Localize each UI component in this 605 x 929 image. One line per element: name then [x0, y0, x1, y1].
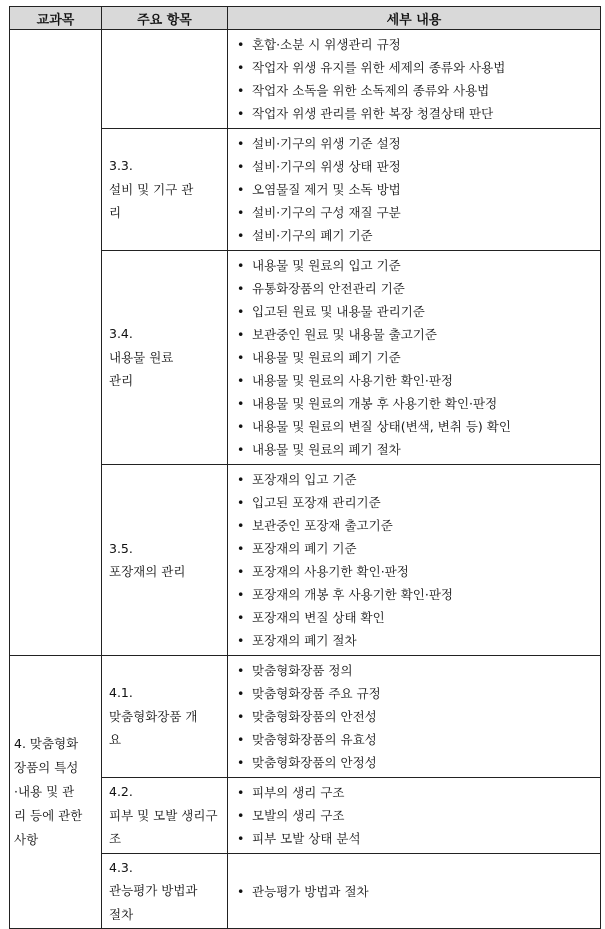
subject-line: ·내용 및 관 [14, 784, 75, 799]
topic-cell [102, 251, 228, 465]
list-item: • 작업자 위생 유지를 위한 세제의 종류와 사용법 [237, 60, 506, 75]
header-details: 세부 내용 [228, 7, 601, 30]
topic-number: 3.4. [109, 326, 133, 342]
list-item: • 피부의 생리 구조 [237, 785, 345, 800]
header-subject: 교과목 [10, 7, 102, 30]
curriculum-table [9, 6, 601, 929]
details-cell [228, 465, 601, 656]
list-item: • 설비·기구의 폐기 기준 [237, 228, 373, 243]
subject-line: 장품의 특성 [14, 760, 79, 775]
details-cell [228, 30, 601, 129]
topic-cell [102, 778, 228, 854]
list-item: • 포장재의 폐기 기준 [237, 541, 357, 556]
list-item: • 포장재의 변질 상태 확인 [237, 610, 385, 625]
topic-title: 맞춤형화장품 개요 [109, 708, 198, 748]
subject-line: 리 등에 관한 [14, 808, 83, 823]
topic-title: 피부 및 모발 생리구조 [109, 807, 218, 847]
topic-title: 관능평가 방법과 절차 [109, 883, 198, 922]
subject-line: 사항 [14, 832, 39, 847]
list-item: • 작업자 소독을 위한 소독제의 종류와 사용법 [237, 83, 490, 98]
topic-number: 4.2. [109, 784, 133, 800]
topic-number: 3.5. [109, 540, 133, 556]
list-item: • 보관중인 원료 및 내용물 출고기준 [237, 327, 437, 342]
list-item: • 설비·기구의 위생 기준 설정 [237, 136, 401, 151]
list-item: • 설비·기구의 구성 재질 구분 [237, 205, 401, 220]
list-item: • 유통화장품의 안전관리 기준 [237, 281, 405, 296]
list-item: • 포장재의 개봉 후 사용기한 확인·판정 [237, 587, 453, 602]
list-item: • 맞춤형화장품 정의 [237, 663, 353, 678]
topic-title: 포장재의 관리 [109, 564, 186, 579]
topic-cell [102, 854, 228, 929]
list-item: • 내용물 및 원료의 폐기 절차 [237, 442, 401, 457]
list-item: • 모발의 생리 구조 [237, 808, 345, 823]
list-item: • 포장재의 폐기 절차 [237, 633, 357, 648]
details-cell [228, 778, 601, 854]
topic-cell [102, 656, 228, 778]
list-item: • 포장재의 입고 기준 [237, 472, 357, 487]
subject-cell [10, 656, 102, 929]
list-item: • 포장재의 사용기한 확인·판정 [237, 564, 409, 579]
list-item: • 내용물 및 원료의 개봉 후 사용기한 확인·판정 [237, 396, 498, 411]
list-item: • 내용물 및 원료의 변질 상태(변색, 변취 등) 확인 [237, 419, 511, 434]
table-row [10, 656, 601, 778]
topic-title: 설비 및 기구 관리 [109, 181, 194, 221]
list-item: • 맞춤형화장품의 안정성 [237, 755, 377, 770]
list-item: • 혼합·소분 시 위생관리 규정 [237, 37, 401, 52]
list-item: • 피부 모발 상태 분석 [237, 831, 361, 846]
list-item: • 오염물질 제거 및 소독 방법 [237, 182, 401, 197]
list-item: • 내용물 및 원료의 사용기한 확인·판정 [237, 373, 453, 388]
table-header-row [10, 7, 601, 30]
list-item: • 보관중인 포장재 출고기준 [237, 518, 393, 533]
list-item: • 내용물 및 원료의 폐기 기준 [237, 350, 401, 365]
list-item: • 관능평가 방법과 절차 [237, 883, 369, 899]
list-item: • 맞춤형화장품의 유효성 [237, 732, 377, 747]
details-cell [228, 854, 601, 929]
list-item: • 입고된 원료 및 내용물 관리기준 [237, 304, 425, 319]
topic-number: 3.3. [109, 158, 133, 174]
subject-cell [10, 30, 102, 656]
topic-cell [102, 465, 228, 656]
list-item: • 작업자 위생 관리를 위한 복장 청결상태 판단 [237, 106, 494, 121]
topic-cell [102, 30, 228, 129]
table-row [10, 30, 601, 129]
topic-number: 4.1. [109, 685, 133, 701]
topic-cell [102, 129, 228, 251]
details-cell [228, 656, 601, 778]
list-item: • 입고된 포장재 관리기준 [237, 495, 381, 510]
details-cell [228, 251, 601, 465]
list-item: • 설비·기구의 위생 상태 판정 [237, 159, 401, 174]
list-item: • 내용물 및 원료의 입고 기준 [237, 258, 401, 273]
list-item: • 맞춤형화장품의 안전성 [237, 709, 377, 724]
topic-title: 내용물 원료 관리 [109, 349, 174, 389]
subject-line: 4. 맞춤형화 [14, 736, 79, 751]
list-item: • 맞춤형화장품 주요 규정 [237, 686, 381, 701]
details-cell [228, 129, 601, 251]
header-main-topic: 주요 항목 [102, 7, 228, 30]
topic-number: 4.3. [109, 859, 133, 875]
